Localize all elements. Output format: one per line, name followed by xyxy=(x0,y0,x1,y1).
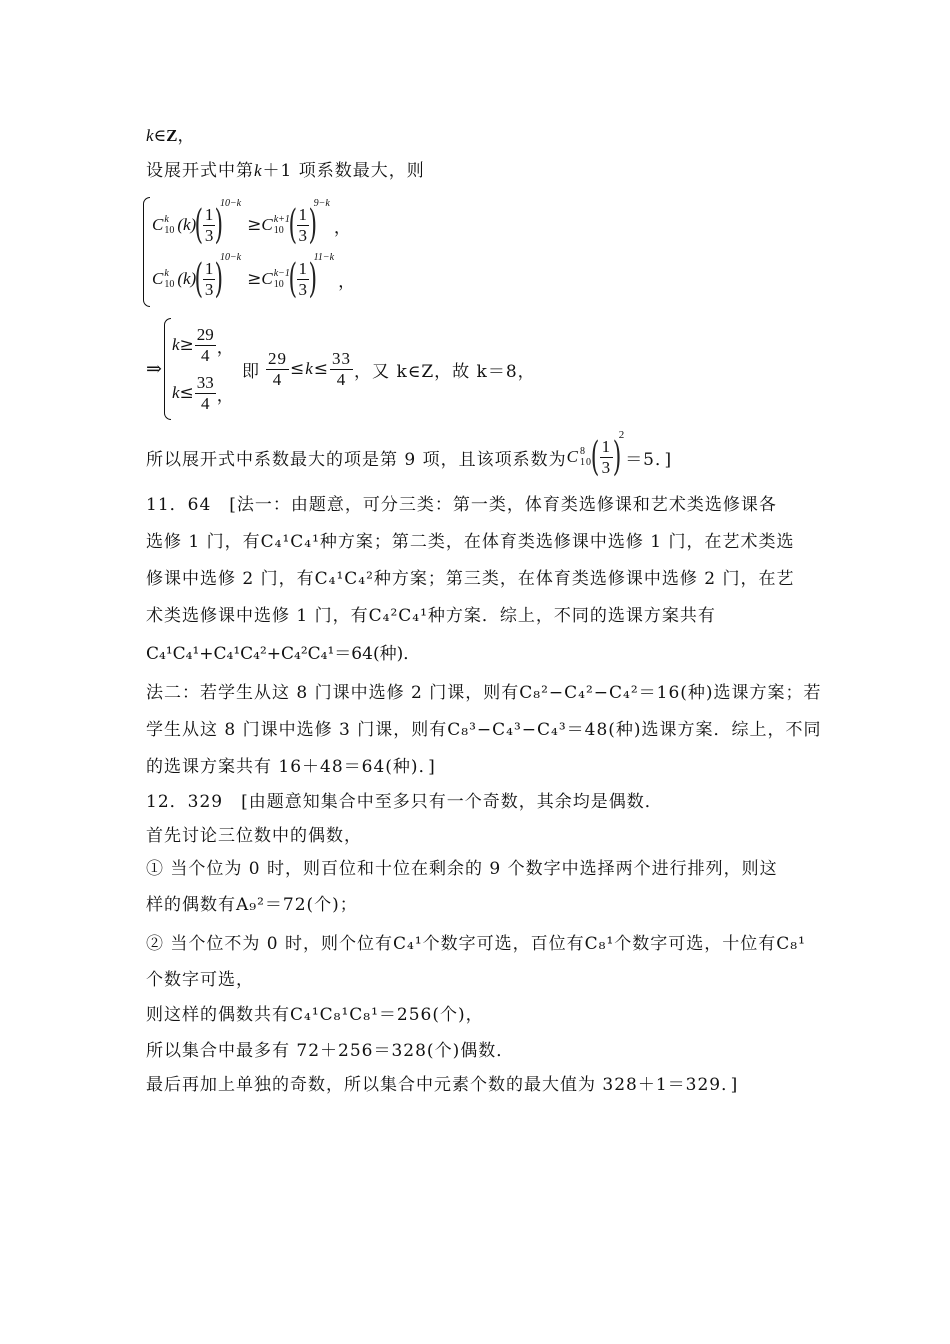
right-paren: ) xyxy=(612,434,622,480)
q12-line: 个数字可选， xyxy=(146,970,254,990)
comb-c: C xyxy=(261,269,273,288)
fraction xyxy=(330,349,353,390)
exponent: 11−k xyxy=(313,251,335,263)
fraction xyxy=(203,205,216,246)
left-paren: ( xyxy=(194,256,204,302)
max-term-line xyxy=(146,429,673,480)
fraction xyxy=(266,349,289,390)
comma: ， xyxy=(216,385,234,406)
numerator: 33 xyxy=(196,372,214,392)
arrow-symbol: ⇒ xyxy=(146,358,162,380)
k-conclusion xyxy=(242,346,536,392)
q11-line: 学生从这 8 门课中选修 3 门课，则有C₈³−C₄³−C₄³＝48(种)选课方案．综上，不同 xyxy=(146,720,822,740)
fraction xyxy=(195,373,216,414)
ge-symbol: ≥ xyxy=(247,269,262,289)
right-paren: ) xyxy=(214,202,224,248)
comma: ， xyxy=(177,126,195,146)
left-paren: ( xyxy=(590,434,600,480)
system-brace-2 xyxy=(164,318,171,420)
implies-arrow xyxy=(146,358,162,380)
var-k: k xyxy=(146,126,154,145)
numerator: 1 xyxy=(298,204,308,224)
ge-symbol: ≥ xyxy=(179,335,194,355)
le-symbol: ≤ xyxy=(313,359,330,379)
exponent: 9−k xyxy=(313,197,330,209)
q11-line: 选修 1 门，有C₄¹C₄¹种方案；第二类，在体育类选修课中选修 1 门，在艺术类选 xyxy=(146,532,795,552)
q12-line: ② 当个位不为 0 时，则个位有C₄¹个数字可选，百位有C₈¹个数字可选，十位有C₈¹ xyxy=(146,934,806,954)
comb-indices xyxy=(164,214,174,236)
q11-line: 法二：若学生从这 8 门课中选修 2 门课，则有C₈²−C₄²−C₄²＝16(种)选课方案；若 xyxy=(146,683,822,703)
right-paren: ) xyxy=(308,256,318,302)
exponent: 10−k xyxy=(219,197,242,209)
fraction xyxy=(195,325,216,366)
denominator: 4 xyxy=(336,369,347,389)
comb-c: C xyxy=(152,269,164,288)
right-paren: ) xyxy=(214,256,224,302)
comb-sup: k−1 xyxy=(273,268,290,279)
numerator: 1 xyxy=(204,204,214,224)
numerator: 33 xyxy=(332,348,352,368)
fraction xyxy=(297,205,310,246)
numerator: 29 xyxy=(196,324,214,344)
exponent: 10−k xyxy=(219,251,242,263)
exponent: 2 xyxy=(618,429,626,441)
numerator: 1 xyxy=(601,436,612,456)
left-paren: ( xyxy=(288,256,298,302)
q12-line: 所以集合中最多有 72＋256＝328(个)偶数． xyxy=(146,1041,515,1061)
assume-line xyxy=(146,160,425,182)
comb-c: C xyxy=(152,215,164,234)
var-k: k xyxy=(305,359,314,378)
right-paren: ) xyxy=(308,202,318,248)
inequality-row-2 xyxy=(152,251,356,302)
max-term-tail: ＝5．] xyxy=(625,449,673,470)
denominator: 3 xyxy=(298,225,308,245)
left-paren: ( xyxy=(288,202,298,248)
numerator: 1 xyxy=(204,258,214,278)
comma: ， xyxy=(338,271,356,292)
set-z: Z xyxy=(166,126,178,145)
fraction xyxy=(297,259,310,300)
comb-sup: 8 xyxy=(579,446,586,457)
q11-line: C₄¹C₄¹+C₄¹C₄²+C₄²C₄¹＝64(种)． xyxy=(146,644,421,664)
denominator: 4 xyxy=(272,369,283,389)
comb-c: C xyxy=(566,447,579,466)
denominator: 3 xyxy=(298,279,308,299)
comb-c: C xyxy=(261,215,273,234)
assume-text-a: 设展开式中第 xyxy=(146,161,254,181)
le-symbol: ≤ xyxy=(179,383,194,403)
q11-line: 修课中选修 2 门，有C₄¹C₄²种方案；第三类，在体育类选修课中选修 2 门，在艺 xyxy=(146,569,795,589)
var-k: k xyxy=(172,383,180,402)
comma: ， xyxy=(216,337,234,358)
comb-sub: 10 xyxy=(273,279,284,290)
le-symbol: ≤ xyxy=(290,359,306,379)
in-symbol: ∈ xyxy=(153,126,167,146)
comb-indices xyxy=(164,268,174,290)
max-term-text: 所以展开式中系数最大的项是第 9 项，且该项系数为 xyxy=(146,449,567,470)
q12-line: 12．329 [由题意知集合中至多只有一个奇数，其余均是偶数． xyxy=(146,792,663,812)
comb-sub: 10 xyxy=(164,225,175,236)
comb-indices xyxy=(274,214,290,236)
abs-k: (k) xyxy=(177,215,197,234)
inequality-row-1 xyxy=(152,197,351,248)
assume-text-b: ＋1 项系数最大，则 xyxy=(262,161,425,181)
denominator: 3 xyxy=(601,457,612,477)
denominator: 4 xyxy=(201,393,210,413)
denominator: 4 xyxy=(201,345,210,365)
q12-line: 样的偶数有A₉²＝72(个)； xyxy=(146,895,358,915)
q12-line: 则这样的偶数共有C₄¹C₈¹C₈¹＝256(个)， xyxy=(146,1005,484,1025)
q12-line: 首先讨论三位数中的偶数， xyxy=(146,826,362,846)
fraction xyxy=(600,437,614,478)
ge-symbol: ≥ xyxy=(247,215,262,235)
abs-k: (k) xyxy=(177,269,197,288)
var-k: k xyxy=(172,335,180,354)
comb-sup: k+1 xyxy=(273,214,290,225)
comb-sub: 10 xyxy=(579,457,592,468)
q12-line: 最后再加上单独的奇数，所以集合中元素个数的最大值为 328＋1＝329．] xyxy=(146,1075,739,1095)
denominator: 3 xyxy=(204,279,214,299)
comb-sup: k xyxy=(164,268,169,279)
system-brace-1 xyxy=(143,197,150,307)
k-range-row-2 xyxy=(172,370,234,416)
comb-sub: 10 xyxy=(164,279,175,290)
left-paren: ( xyxy=(194,202,204,248)
ji-text: 即 xyxy=(242,361,260,382)
k-in-z-line xyxy=(146,125,194,147)
conclusion-tail: ，又 k∈Z，故 k＝8， xyxy=(354,361,536,382)
comb-indices xyxy=(274,268,290,290)
numerator: 29 xyxy=(268,348,287,368)
numerator: 1 xyxy=(298,258,308,278)
q12-line: ① 当个位为 0 时，则百位和十位在剩余的 9 个数字中选择两个进行排列，则这 xyxy=(146,859,778,879)
q11-line: 11．64 [法一：由题意，可分三类：第一类，体育类选修课和艺术类选修课各 xyxy=(146,495,777,515)
comb-sub: 10 xyxy=(273,225,284,236)
comb-sup: k xyxy=(164,214,169,225)
q11-line: 的选课方案共有 16＋48＝64(种)．] xyxy=(146,757,436,777)
var-k: k xyxy=(254,161,263,180)
comma: ， xyxy=(333,217,351,238)
denominator: 3 xyxy=(204,225,214,245)
q11-line: 术类选修课中选修 1 门，有C₄²C₄¹种方案．综上，不同的选课方案共有 xyxy=(146,606,716,626)
k-range-row-1 xyxy=(172,322,234,368)
fraction xyxy=(203,259,216,300)
